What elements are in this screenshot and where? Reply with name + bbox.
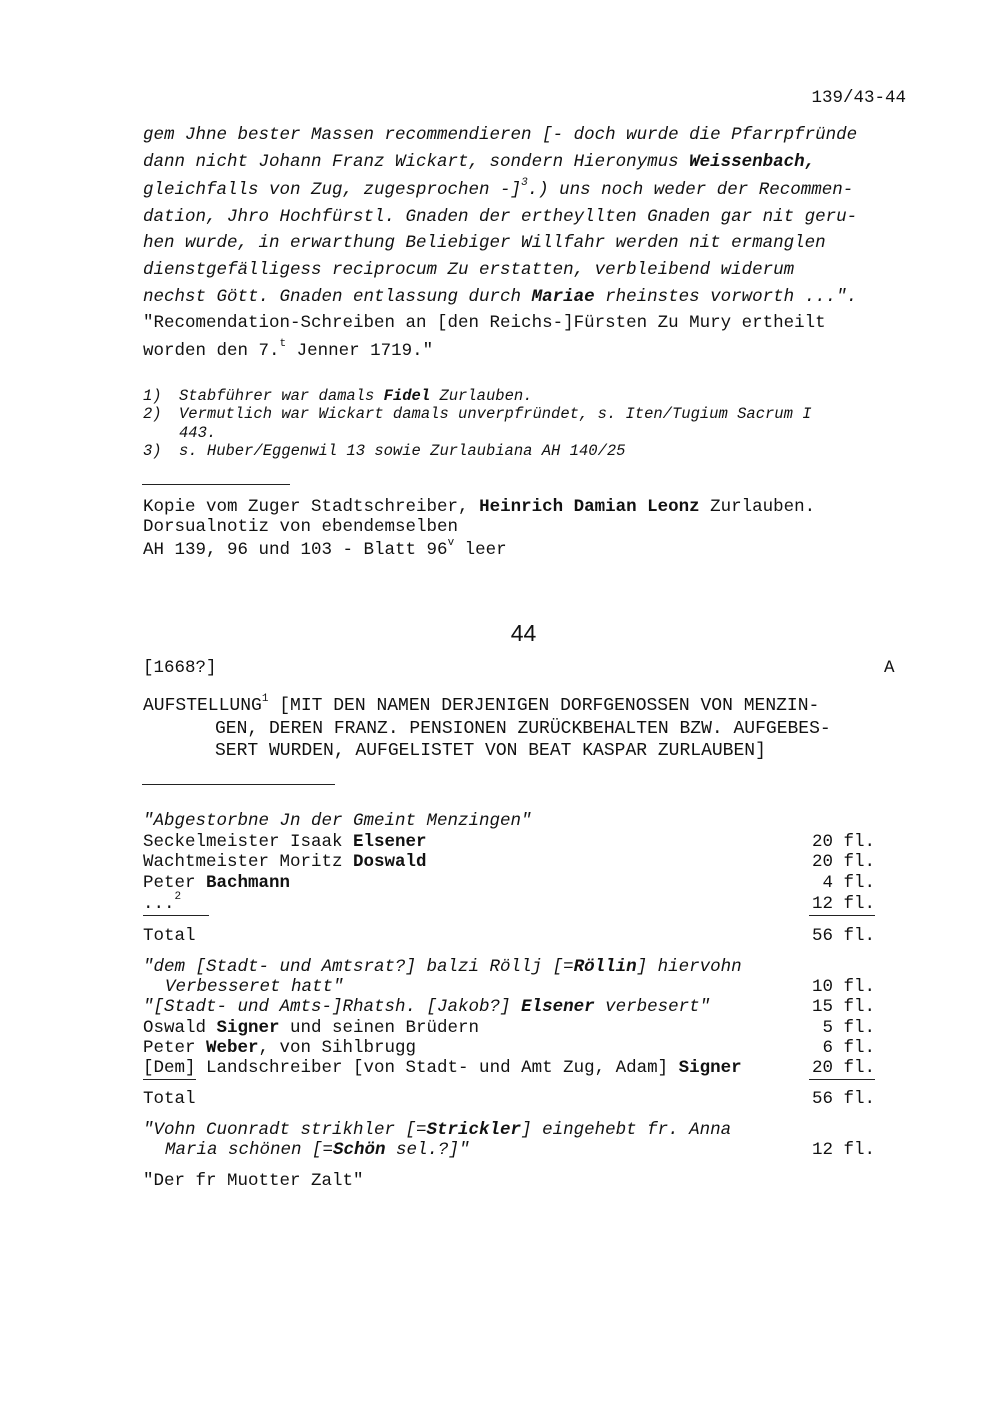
body-line: hen wurde, in erwarthung Beliebiger Willfahr werden nit ermanglen: [143, 233, 826, 253]
separator-rule: [142, 784, 335, 785]
list-item: Oswald Signer und seinen Brüdern: [143, 1018, 480, 1038]
document-marker: A: [884, 658, 895, 678]
page-reference: 139/43-44: [811, 88, 906, 108]
body-line: gem Jhne bester Massen recommendieren [- doch wurde die Pfarrpfründe: [143, 125, 858, 145]
source-copy-note: Kopie vom Zuger Stadtschreiber, Heinrich Damian Leonz Zurlauben.: [143, 497, 816, 517]
body-line: gleichfalls von Zug, zugesprochen -]$^3$.) uns noch weder der Recommen-: [143, 177, 854, 200]
total-amount: 56 fl.: [811, 1089, 875, 1109]
body-line: nechst Gött. Gnaden entlassung durch Mariae rheinstes vorworth ...".: [143, 287, 858, 307]
list-item: Seckelmeister Isaak Elsener: [143, 832, 427, 852]
document-title-line-2: GEN, DEREN FRANZ. PENSIONEN ZURÜCKBEHALTEN BZW. AUFGEBES-: [215, 719, 831, 739]
list-item: "Der fr Muotter Zalt": [143, 1171, 364, 1191]
list-amount: 12 fl.: [809, 894, 875, 916]
document-title-line-3: SERT WURDEN, AUFGELISTET VON BEAT KASPAR ZURLAUBEN]: [215, 741, 766, 761]
list-amount: 12 fl.: [811, 1140, 875, 1160]
total-label: Total: [143, 926, 196, 946]
document-title: AUFSTELLUNG$^1$ [MIT DEN NAMEN DERJENIGEN DORFGENOSSEN VON MENZIN-: [143, 693, 820, 716]
footnote-2: 2) Vermutlich war Wickart damals unverpfründet, s. Iten/Tugium Sacrum I: [143, 405, 812, 423]
list-item: Wachtmeister Moritz Doswald: [143, 852, 427, 872]
list-amount: 15 fl.: [811, 997, 875, 1017]
list-heading: "Abgestorbne Jn der Gmeint Menzingen": [143, 811, 532, 831]
source-dorsal-note: Dorsualnotiz von ebendemselben: [143, 517, 459, 537]
list-amount: 10 fl.: [811, 977, 875, 997]
total-label: Total: [143, 1089, 196, 1109]
document-date: [1668?]: [143, 658, 217, 678]
footnote-1: 1) Stabführer war damals Fidel Zurlauben.: [143, 387, 533, 405]
body-line: "Recomendation-Schreiben an [den Reichs-]Fürsten Zu Mury ertheilt: [143, 313, 826, 333]
list-item-continued: Maria schönen [=Schön sel.?]": [165, 1140, 470, 1160]
document-number: 44: [510, 620, 537, 646]
list-amount: 20 fl.: [811, 832, 875, 852]
list-item: Peter Bachmann: [143, 873, 291, 893]
body-line: dann nicht Johann Franz Wickart, sondern Hieronymus Weissenbach,: [143, 152, 816, 172]
list-item-continued: Verbesseret hatt": [165, 977, 344, 997]
footnote-2-continued: 443.: [179, 424, 217, 442]
list-item: "Vohn Cuonradt strikhler [=Strickler] eingehebt fr. Anna: [143, 1120, 732, 1140]
body-line: dation, Jhro Hochfürstl. Gnaden der ertheyllten Gnaden gar nit geru-: [143, 207, 858, 227]
list-amount: 6 fl.: [822, 1038, 875, 1058]
total-amount: 56 fl.: [811, 926, 875, 946]
list-amount: 20 fl.: [811, 852, 875, 872]
list-item: "[Stadt- und Amts-]Rhatsh. [Jakob?] Elsener verbesert": [143, 997, 711, 1017]
list-amount: 20 fl.: [809, 1058, 875, 1080]
list-item: Peter Weber, von Sihlbrugg: [143, 1038, 417, 1058]
body-line: worden den 7.$^t$ Jenner 1719.": [143, 338, 434, 361]
source-archive-ref: AH 139, 96 und 103 - Blatt 96$^v$ leer: [143, 537, 507, 560]
list-item: "dem [Stadt- und Amtsrat?] balzi Röllj [=Röllin] hiervohn: [143, 957, 742, 977]
footnote-3: 3) s. Huber/Eggenwil 13 sowie Zurlaubiana AH 140/25: [143, 442, 626, 460]
body-line: dienstgefälligess reciprocum Zu erstatten, verbleibend widerum: [143, 260, 795, 280]
separator-rule: [142, 484, 290, 485]
list-amount: 5 fl.: [822, 1018, 875, 1038]
list-item: ...$^2$: [143, 894, 209, 916]
list-item: [Dem] Landschreiber [von Stadt- und Amt Zug, Adam] Signer: [143, 1058, 742, 1078]
list-amount: 4 fl.: [822, 873, 875, 893]
